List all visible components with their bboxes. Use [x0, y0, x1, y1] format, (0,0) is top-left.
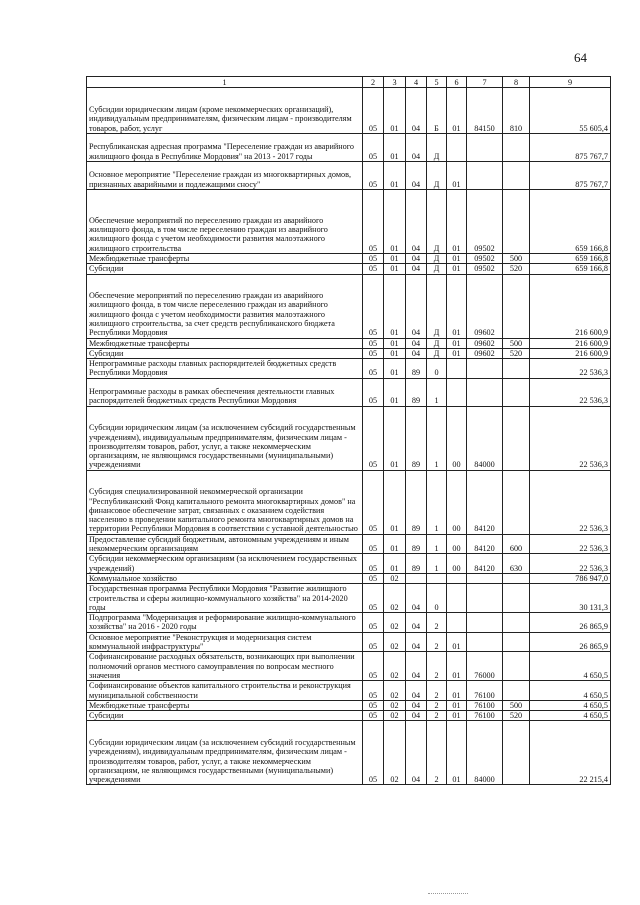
code-col-5: Б: [427, 88, 447, 134]
code-col-3: 01: [384, 359, 406, 379]
amount: 4 650,5: [530, 652, 611, 681]
amount: 26 865,9: [530, 632, 611, 652]
code-col-2: 05: [363, 88, 384, 134]
budget-table: [86, 76, 611, 785]
code-col-3: 01: [384, 134, 406, 162]
code-col-5: 2: [427, 652, 447, 681]
code-col-2: 05: [363, 534, 384, 554]
code-col-3: 01: [384, 378, 406, 406]
code-col-5: 2: [427, 613, 447, 633]
code-col-3: 02: [384, 613, 406, 633]
amount: 875 767,7: [530, 134, 611, 162]
code-col-4: 04: [406, 338, 427, 348]
code-col-6: [447, 378, 467, 406]
code-col-4: 04: [406, 190, 427, 254]
amount: 22 536,3: [530, 378, 611, 406]
code-col-5: [427, 573, 447, 583]
code-col-2: 05: [363, 378, 384, 406]
amount: 22 536,3: [530, 534, 611, 554]
table-row: [87, 700, 611, 710]
code-col-8: 810: [503, 88, 530, 134]
code-col-4: 04: [406, 88, 427, 134]
code-col-5: Д: [427, 348, 447, 358]
code-col-6: [447, 573, 467, 583]
table-row: [87, 338, 611, 348]
code-col-8: 630: [503, 554, 530, 574]
header-cell: 6: [447, 77, 467, 88]
amount: 216 600,9: [530, 274, 611, 338]
code-col-7: 84000: [467, 721, 503, 785]
table-row: [87, 632, 611, 652]
code-col-2: 05: [363, 406, 384, 470]
code-col-6: 01: [447, 190, 467, 254]
code-col-7: 84150: [467, 88, 503, 134]
amount: 4 650,5: [530, 681, 611, 701]
code-col-4: 04: [406, 162, 427, 190]
code-col-3: 02: [384, 584, 406, 613]
code-col-8: 500: [503, 254, 530, 264]
code-col-6: 01: [447, 88, 467, 134]
code-col-3: 01: [384, 338, 406, 348]
code-col-2: 05: [363, 134, 384, 162]
code-col-4: 89: [406, 534, 427, 554]
code-col-2: 05: [363, 264, 384, 274]
header-cell: 3: [384, 77, 406, 88]
amount: 875 767,7: [530, 162, 611, 190]
code-col-6: 01: [447, 254, 467, 264]
header-cell: 5: [427, 77, 447, 88]
code-col-6: [447, 134, 467, 162]
code-col-8: [503, 378, 530, 406]
row-description: Субсидии юридическим лицам (за исключением субсидий государственным учреждениям), индивидуальным предпринимателям, физическим лицам - производителям товаров, работ, услуг, а также некоммерческим организациям, не являющимся государственными (муниципальными) учреждениями: [87, 406, 363, 470]
code-col-7: 84120: [467, 554, 503, 574]
table-row: [87, 254, 611, 264]
table-row: [87, 274, 611, 338]
code-col-8: [503, 632, 530, 652]
code-col-6: 01: [447, 711, 467, 721]
table-row: [87, 573, 611, 583]
code-col-8: [503, 359, 530, 379]
code-col-4: 04: [406, 613, 427, 633]
amount: 216 600,9: [530, 338, 611, 348]
code-col-4: 04: [406, 700, 427, 710]
code-col-6: 01: [447, 721, 467, 785]
code-col-4: 04: [406, 681, 427, 701]
amount: 216 600,9: [530, 348, 611, 358]
row-description: Основное мероприятие "Переселение граждан из многоквартирных домов, признанных аварийными и подлежащими сносу": [87, 162, 363, 190]
code-col-5: 2: [427, 721, 447, 785]
code-col-7: 09602: [467, 338, 503, 348]
code-col-7: 09602: [467, 274, 503, 338]
amount: 30 131,3: [530, 584, 611, 613]
row-description: Субсидия специализированной некоммерческой организации "Республиканский Фонд капитального ремонта многоквартирных домов" на финансовое обеспечение затрат, связанных с оказанием содействия населению в проведении капитального ремонта многоквартирных домов на территории Республики Мордовия в соответствии с уставной деятельностью: [87, 470, 363, 534]
code-col-3: 01: [384, 470, 406, 534]
header-cell: 1: [87, 77, 363, 88]
row-description: Республиканская адресная программа "Переселение граждан из аварийного жилищного фонда в Республике Мордовия" на 2013 - 2017 годы: [87, 134, 363, 162]
code-col-6: 01: [447, 632, 467, 652]
code-col-4: 04: [406, 721, 427, 785]
code-col-5: 0: [427, 359, 447, 379]
code-col-5: 2: [427, 632, 447, 652]
code-col-3: 01: [384, 554, 406, 574]
code-col-4: [406, 573, 427, 583]
code-col-6: 01: [447, 274, 467, 338]
amount: 55 605,4: [530, 88, 611, 134]
code-col-7: 76100: [467, 700, 503, 710]
code-col-8: 520: [503, 348, 530, 358]
code-col-2: 05: [363, 338, 384, 348]
page-number: 64: [574, 50, 587, 65]
code-col-4: 04: [406, 632, 427, 652]
code-col-2: 05: [363, 721, 384, 785]
code-col-7: 09502: [467, 254, 503, 264]
code-col-2: 05: [363, 584, 384, 613]
amount: 22 536,3: [530, 406, 611, 470]
code-col-4: 04: [406, 264, 427, 274]
table-row: [87, 613, 611, 633]
code-col-3: 01: [384, 274, 406, 338]
code-col-2: 05: [363, 274, 384, 338]
code-col-3: 01: [384, 162, 406, 190]
code-col-7: 84120: [467, 470, 503, 534]
header-cell: 9: [530, 77, 611, 88]
code-col-8: [503, 190, 530, 254]
code-col-8: 520: [503, 264, 530, 274]
table-row: [87, 406, 611, 470]
code-col-7: 84120: [467, 534, 503, 554]
code-col-5: 2: [427, 681, 447, 701]
code-col-3: 01: [384, 254, 406, 264]
code-col-7: [467, 613, 503, 633]
row-description: Межбюджетные трансферты: [87, 338, 363, 348]
code-col-6: [447, 584, 467, 613]
code-col-4: 04: [406, 711, 427, 721]
row-description: Основное мероприятие "Реконструкция и модернизация систем коммунальной инфраструктуры": [87, 632, 363, 652]
code-col-8: [503, 134, 530, 162]
code-col-8: [503, 652, 530, 681]
code-col-5: Д: [427, 134, 447, 162]
row-description: Субсидии: [87, 348, 363, 358]
code-col-3: 02: [384, 652, 406, 681]
code-col-6: 01: [447, 681, 467, 701]
header-cell: 2: [363, 77, 384, 88]
code-col-7: 09602: [467, 348, 503, 358]
code-col-6: [447, 359, 467, 379]
row-description: Обеспечение мероприятий по переселению граждан из аварийного жилищного фонда, в том числе переселению граждан из аварийного жилищного фонда с учетом необходимости развития малоэтажного жилищного строительства, за счет средств республиканского бюджета Республики Мордовия: [87, 274, 363, 338]
code-col-6: 01: [447, 264, 467, 274]
code-col-5: 2: [427, 711, 447, 721]
amount: 22 536,3: [530, 470, 611, 534]
amount: 22 536,3: [530, 554, 611, 574]
code-col-8: 500: [503, 700, 530, 710]
amount: 26 865,9: [530, 613, 611, 633]
code-col-8: [503, 274, 530, 338]
table-row: [87, 190, 611, 254]
amount: 659 166,8: [530, 190, 611, 254]
code-col-2: 05: [363, 700, 384, 710]
scan-artifact: [428, 893, 468, 896]
row-description: Обеспечение мероприятий по переселению граждан из аварийного жилищного фонда, в том числе переселению граждан из аварийного жилищного фонда с учетом необходимости развития малоэтажного жилищного строительства: [87, 190, 363, 254]
code-col-8: [503, 613, 530, 633]
code-col-2: 05: [363, 554, 384, 574]
code-col-5: Д: [427, 274, 447, 338]
table-row: [87, 534, 611, 554]
code-col-3: 01: [384, 406, 406, 470]
code-col-4: 89: [406, 406, 427, 470]
code-col-4: 89: [406, 378, 427, 406]
code-col-2: 05: [363, 348, 384, 358]
code-col-7: 76000: [467, 652, 503, 681]
table-row: [87, 348, 611, 358]
code-col-4: 04: [406, 652, 427, 681]
code-col-2: 05: [363, 652, 384, 681]
code-col-4: 04: [406, 134, 427, 162]
row-description: Софинансирование расходных обязательств, возникающих при выполнении полномочий органов местного самоуправления по вопросам местного значения: [87, 652, 363, 681]
code-col-5: Д: [427, 162, 447, 190]
table-row: [87, 162, 611, 190]
code-col-6: 01: [447, 162, 467, 190]
code-col-5: 1: [427, 534, 447, 554]
header-row: [87, 77, 611, 88]
code-col-2: 05: [363, 359, 384, 379]
code-col-8: [503, 573, 530, 583]
amount: 22 215,4: [530, 721, 611, 785]
code-col-3: 02: [384, 721, 406, 785]
row-description: Непрограммные расходы в рамках обеспечения деятельности главных распорядителей бюджетных средств Республики Мордовия: [87, 378, 363, 406]
code-col-3: 02: [384, 573, 406, 583]
code-col-5: 1: [427, 378, 447, 406]
code-col-7: [467, 359, 503, 379]
code-col-5: Д: [427, 338, 447, 348]
code-col-5: 2: [427, 700, 447, 710]
code-col-6: 01: [447, 338, 467, 348]
code-col-8: 520: [503, 711, 530, 721]
amount: 4 650,5: [530, 700, 611, 710]
code-col-6: 01: [447, 348, 467, 358]
table-row: [87, 721, 611, 785]
table-row: [87, 378, 611, 406]
code-col-6: 01: [447, 700, 467, 710]
row-description: Подпрограмма "Модернизация и реформирование жилищно-коммунального хозяйства" на 2016 - 2020 годы: [87, 613, 363, 633]
code-col-8: [503, 406, 530, 470]
code-col-7: 76100: [467, 681, 503, 701]
table-row: [87, 134, 611, 162]
code-col-8: [503, 584, 530, 613]
code-col-3: 01: [384, 88, 406, 134]
amount: 659 166,8: [530, 254, 611, 264]
code-col-3: 02: [384, 632, 406, 652]
table-row: [87, 711, 611, 721]
row-description: Межбюджетные трансферты: [87, 700, 363, 710]
code-col-2: 05: [363, 573, 384, 583]
code-col-8: 500: [503, 338, 530, 348]
code-col-8: 600: [503, 534, 530, 554]
code-col-4: 89: [406, 470, 427, 534]
row-description: Субсидии юридическим лицам (кроме некоммерческих организаций), индивидуальным предпринимателям, физическим лицам - производителям товаров, работ, услуг: [87, 88, 363, 134]
code-col-7: 09502: [467, 264, 503, 274]
code-col-5: 1: [427, 554, 447, 574]
code-col-6: 00: [447, 406, 467, 470]
code-col-8: [503, 681, 530, 701]
code-col-2: 05: [363, 681, 384, 701]
table-row: [87, 584, 611, 613]
code-col-3: 01: [384, 264, 406, 274]
code-col-4: 04: [406, 584, 427, 613]
code-col-4: 04: [406, 348, 427, 358]
code-col-4: 04: [406, 254, 427, 264]
row-description: Межбюджетные трансферты: [87, 254, 363, 264]
code-col-8: [503, 162, 530, 190]
code-col-8: [503, 721, 530, 785]
code-col-2: 05: [363, 470, 384, 534]
code-col-5: Д: [427, 254, 447, 264]
code-col-6: [447, 613, 467, 633]
code-col-2: 05: [363, 613, 384, 633]
code-col-3: 01: [384, 348, 406, 358]
code-col-5: 1: [427, 406, 447, 470]
table-row: [87, 470, 611, 534]
table-row: [87, 88, 611, 134]
code-col-3: 02: [384, 700, 406, 710]
code-col-3: 01: [384, 190, 406, 254]
code-col-7: 09502: [467, 190, 503, 254]
code-col-4: 89: [406, 359, 427, 379]
table-row: [87, 264, 611, 274]
code-col-3: 02: [384, 711, 406, 721]
code-col-2: 05: [363, 254, 384, 264]
code-col-7: 84000: [467, 406, 503, 470]
code-col-7: [467, 573, 503, 583]
row-description: Предоставление субсидий бюджетным, автономным учреждениям и иным некоммерческим организациям: [87, 534, 363, 554]
table-row: [87, 681, 611, 701]
amount: 659 166,8: [530, 264, 611, 274]
code-col-5: 0: [427, 584, 447, 613]
row-description: Субсидии юридическим лицам (за исключением субсидий государственным учреждениям), индивидуальным предпринимателям, физическим лицам - производителям товаров, работ, услуг, а также некоммерческим организациям, не являющимся государственными (муниципальными) учреждениями: [87, 721, 363, 785]
code-col-5: Д: [427, 264, 447, 274]
table-row: [87, 652, 611, 681]
code-col-2: 05: [363, 190, 384, 254]
code-col-7: [467, 134, 503, 162]
code-col-6: 00: [447, 554, 467, 574]
code-col-7: [467, 632, 503, 652]
code-col-6: 00: [447, 534, 467, 554]
code-col-2: 05: [363, 162, 384, 190]
row-description: Коммунальное хозяйство: [87, 573, 363, 583]
code-col-7: [467, 162, 503, 190]
code-col-2: 05: [363, 711, 384, 721]
header-cell: 4: [406, 77, 427, 88]
code-col-8: [503, 470, 530, 534]
header-cell: 7: [467, 77, 503, 88]
header-cell: 8: [503, 77, 530, 88]
code-col-4: 04: [406, 274, 427, 338]
table-row: [87, 554, 611, 574]
code-col-6: 01: [447, 652, 467, 681]
amount: 786 947,0: [530, 573, 611, 583]
amount: 22 536,3: [530, 359, 611, 379]
code-col-5: 1: [427, 470, 447, 534]
table-row: [87, 359, 611, 379]
row-description: Государственная программа Республики Мордовия "Развитие жилищного строительства и сферы жилищно-коммунального хозяйства" на 2014-2020 годы: [87, 584, 363, 613]
code-col-7: [467, 584, 503, 613]
code-col-7: 76100: [467, 711, 503, 721]
code-col-3: 02: [384, 681, 406, 701]
row-description: Софинансирование объектов капитального строительства и реконструкция муниципальной собственности: [87, 681, 363, 701]
row-description: Непрограммные расходы главных распорядителей бюджетных средств Республики Мордовия: [87, 359, 363, 379]
code-col-6: 00: [447, 470, 467, 534]
code-col-3: 01: [384, 534, 406, 554]
code-col-5: Д: [427, 190, 447, 254]
code-col-7: [467, 378, 503, 406]
row-description: Субсидии: [87, 711, 363, 721]
code-col-4: 89: [406, 554, 427, 574]
row-description: Субсидии: [87, 264, 363, 274]
row-description: Субсидии некоммерческим организациям (за исключением государственных учреждений): [87, 554, 363, 574]
amount: 4 650,5: [530, 711, 611, 721]
code-col-2: 05: [363, 632, 384, 652]
